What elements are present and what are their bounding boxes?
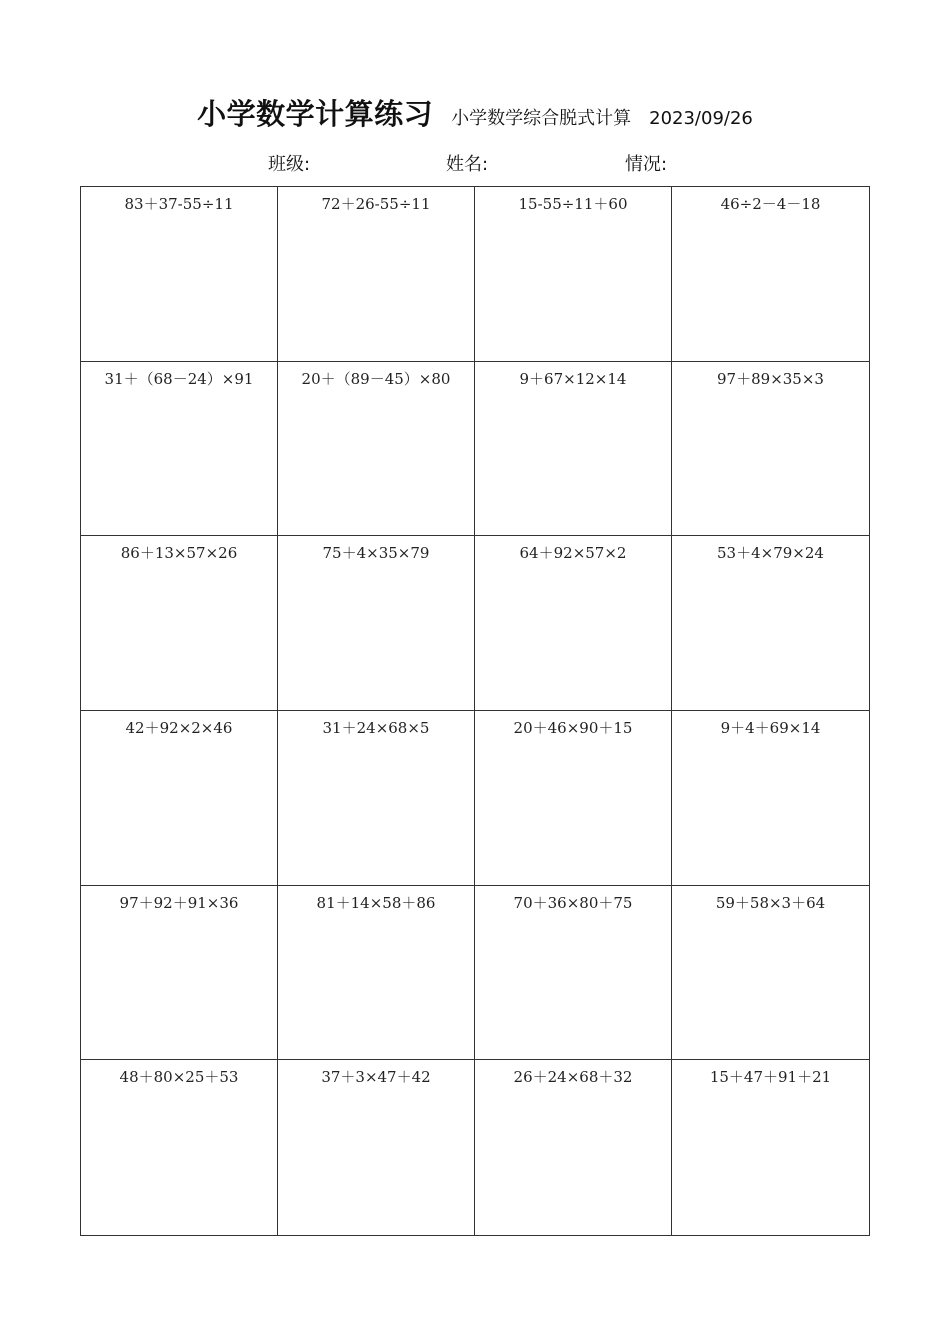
problem-cell: 46÷2－4－18 xyxy=(672,187,869,362)
problem-cell: 26＋24×68＋32 xyxy=(475,1060,672,1235)
problem-cell: 9＋4＋69×14 xyxy=(672,711,869,886)
problem-cell: 31＋（68－24）×91 xyxy=(81,362,278,537)
problem-cell: 70＋36×80＋75 xyxy=(475,886,672,1061)
problem-cell: 48＋80×25＋53 xyxy=(81,1060,278,1235)
problem-cell: 9＋67×12×14 xyxy=(475,362,672,537)
problem-cell: 31＋24×68×5 xyxy=(278,711,475,886)
name-label: 姓名: xyxy=(446,154,489,175)
problem-cell: 97＋89×35×3 xyxy=(672,362,869,537)
worksheet-date: 2023/09/26 xyxy=(649,108,753,129)
status-label: 情况: xyxy=(625,154,668,175)
worksheet-subtitle: 小学数学综合脱式计算 xyxy=(451,108,632,129)
problem-cell: 59＋58×3＋64 xyxy=(672,886,869,1061)
problem-cell: 20＋（89－45）×80 xyxy=(278,362,475,537)
problem-cell: 64＋92×57×2 xyxy=(475,536,672,711)
problem-cell: 72＋26-55÷11 xyxy=(278,187,475,362)
problem-cell: 83＋37-55÷11 xyxy=(81,187,278,362)
problem-cell: 75＋4×35×79 xyxy=(278,536,475,711)
problem-cell: 81＋14×58＋86 xyxy=(278,886,475,1061)
student-info-row xyxy=(0,150,950,176)
worksheet-title: 小学数学计算练习 xyxy=(197,97,434,131)
problem-cell: 15＋47＋91＋21 xyxy=(709,1068,832,1087)
problem-cell: 15-55÷11＋60 xyxy=(475,187,672,362)
problem-cell: 37＋3×47＋42 xyxy=(278,1060,475,1235)
problem-grid xyxy=(80,186,870,1236)
problem-cell: 86＋13×57×26 xyxy=(81,536,278,711)
problem-cell: 20＋46×90＋15 xyxy=(475,711,672,886)
problem-cell: 97＋92＋91×36 xyxy=(81,886,278,1061)
problem-cell: 42＋92×2×46 xyxy=(81,711,278,886)
problem-cell: 53＋4×79×24 xyxy=(672,536,869,711)
class-label: 班级: xyxy=(268,154,311,175)
worksheet-header xyxy=(0,92,950,133)
